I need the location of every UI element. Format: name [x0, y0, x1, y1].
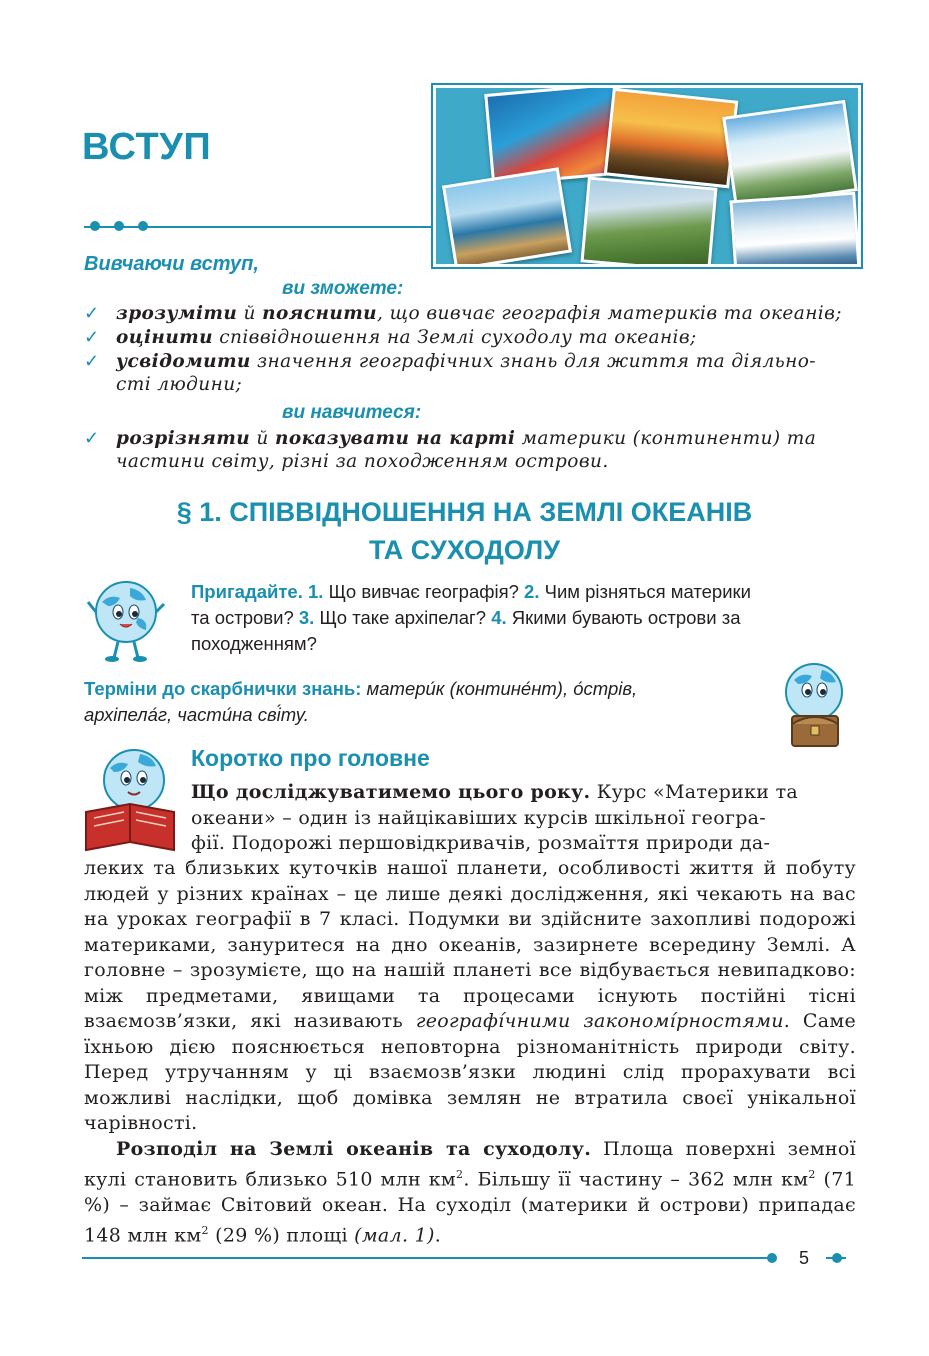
objective-item: ✓ оцінити співвідношення на Землі суходолу та океанів; [84, 327, 697, 348]
learn-heading: ви навчитеся: [282, 402, 422, 423]
checkmark-icon: ✓ [84, 351, 100, 372]
summary-heading: Коротко про головне [191, 745, 430, 771]
checkmark-icon: ✓ [84, 327, 100, 348]
footer-dot [767, 1253, 777, 1263]
recall-questions: Пригадайте. 1. Що вивчає географія? 2. Чим різняться материки та острови? 3. Що таке архіпелаг? 4. Якими бувають острови за походженням? [191, 581, 751, 654]
footer-dot [832, 1253, 842, 1263]
seascape-photo [442, 167, 572, 267]
objective-item: ✓ усвідомити значення географічних знань для життя та діяльно- сті людини; [84, 351, 816, 395]
title-rule [84, 221, 434, 233]
chapter-title: ВСТУП [82, 126, 212, 168]
checkmark-icon: ✓ [84, 303, 100, 324]
book-icon [80, 742, 184, 854]
page-number: 5 [799, 1248, 810, 1268]
objective-item: ✓ зрозуміти й пояснити, що вивчає географія материків та океанів; [84, 303, 842, 324]
footer-rule [82, 1257, 774, 1259]
terms-block: Терміни до скарбнички знань: матери́к (контине́нт), о́стрів, архіпела́г, части́на сві́ту. [84, 678, 638, 725]
globe-mascot-icon [80, 572, 172, 664]
checkmark-icon: ✓ [84, 428, 100, 449]
objectives-heading: Вивчаючи вступ, [84, 253, 259, 275]
summary-intro: Що досліджуватимемо цього року. Курс «Материки та океани» – один із найцікавіших курсів шкільної геогра- фії. Подорожі першовідкривачів, розмаїття природи да- [191, 781, 799, 854]
savanna-sunset-photo [604, 88, 739, 189]
antarctic-photo [729, 192, 860, 267]
section-title-line2: ТА СУХОДОЛУ [369, 535, 560, 565]
paragraph: леких та близьких куточків нашої планети, особливості життя й побуту людей у різних країнах – це лише деякі дослідження, які чекають на вас на уроках географії в 7 класі. Подумки ви здійсните захопливі подорожі материками, зануритеся на дно океанів, зазирнете всередину Землі. А головне – зрозумієте, що на нашій планеті все відбувається невипадково: між предметами, явищами та процесами існують постійні тісні взаємозв’язки, які називають географі́чними закономі́рностями. Саме їхньою дією пояснюється неповторна різноманітність природи світу. Перед утручанням у ці взаємозв’язки людині слід прорахувати всі можливі наслідки, щоб домівка землян не втратила своєї унікальної чарівності. [84, 857, 857, 1134]
summary-body [84, 856, 856, 1249]
can-heading: ви зможете: [282, 278, 404, 299]
photo-collage [433, 85, 861, 267]
great-wall-photo [580, 176, 717, 267]
treasure-chest-icon [770, 658, 858, 754]
section-title-line1: § 1. СПІВВІДНОШЕННЯ НА ЗЕМЛІ ОКЕАНІВ [176, 497, 753, 527]
paragraph: Розподіл на Землі океанів та суходолу. Площа поверхні земної кулі становить близько 510 млн $км^2$. Більшу її частину – 362 млн $км^2$ (71 %) – займає Світовий океан. На суходіл (материки й острови) припадає 148 млн $км^2$ (29 %) площі (мал. 1). [84, 1137, 856, 1247]
objective-item: ✓ розрізняти й показувати на карті материки (континенти) та частини світу, різні за походженням острови. [84, 428, 817, 472]
